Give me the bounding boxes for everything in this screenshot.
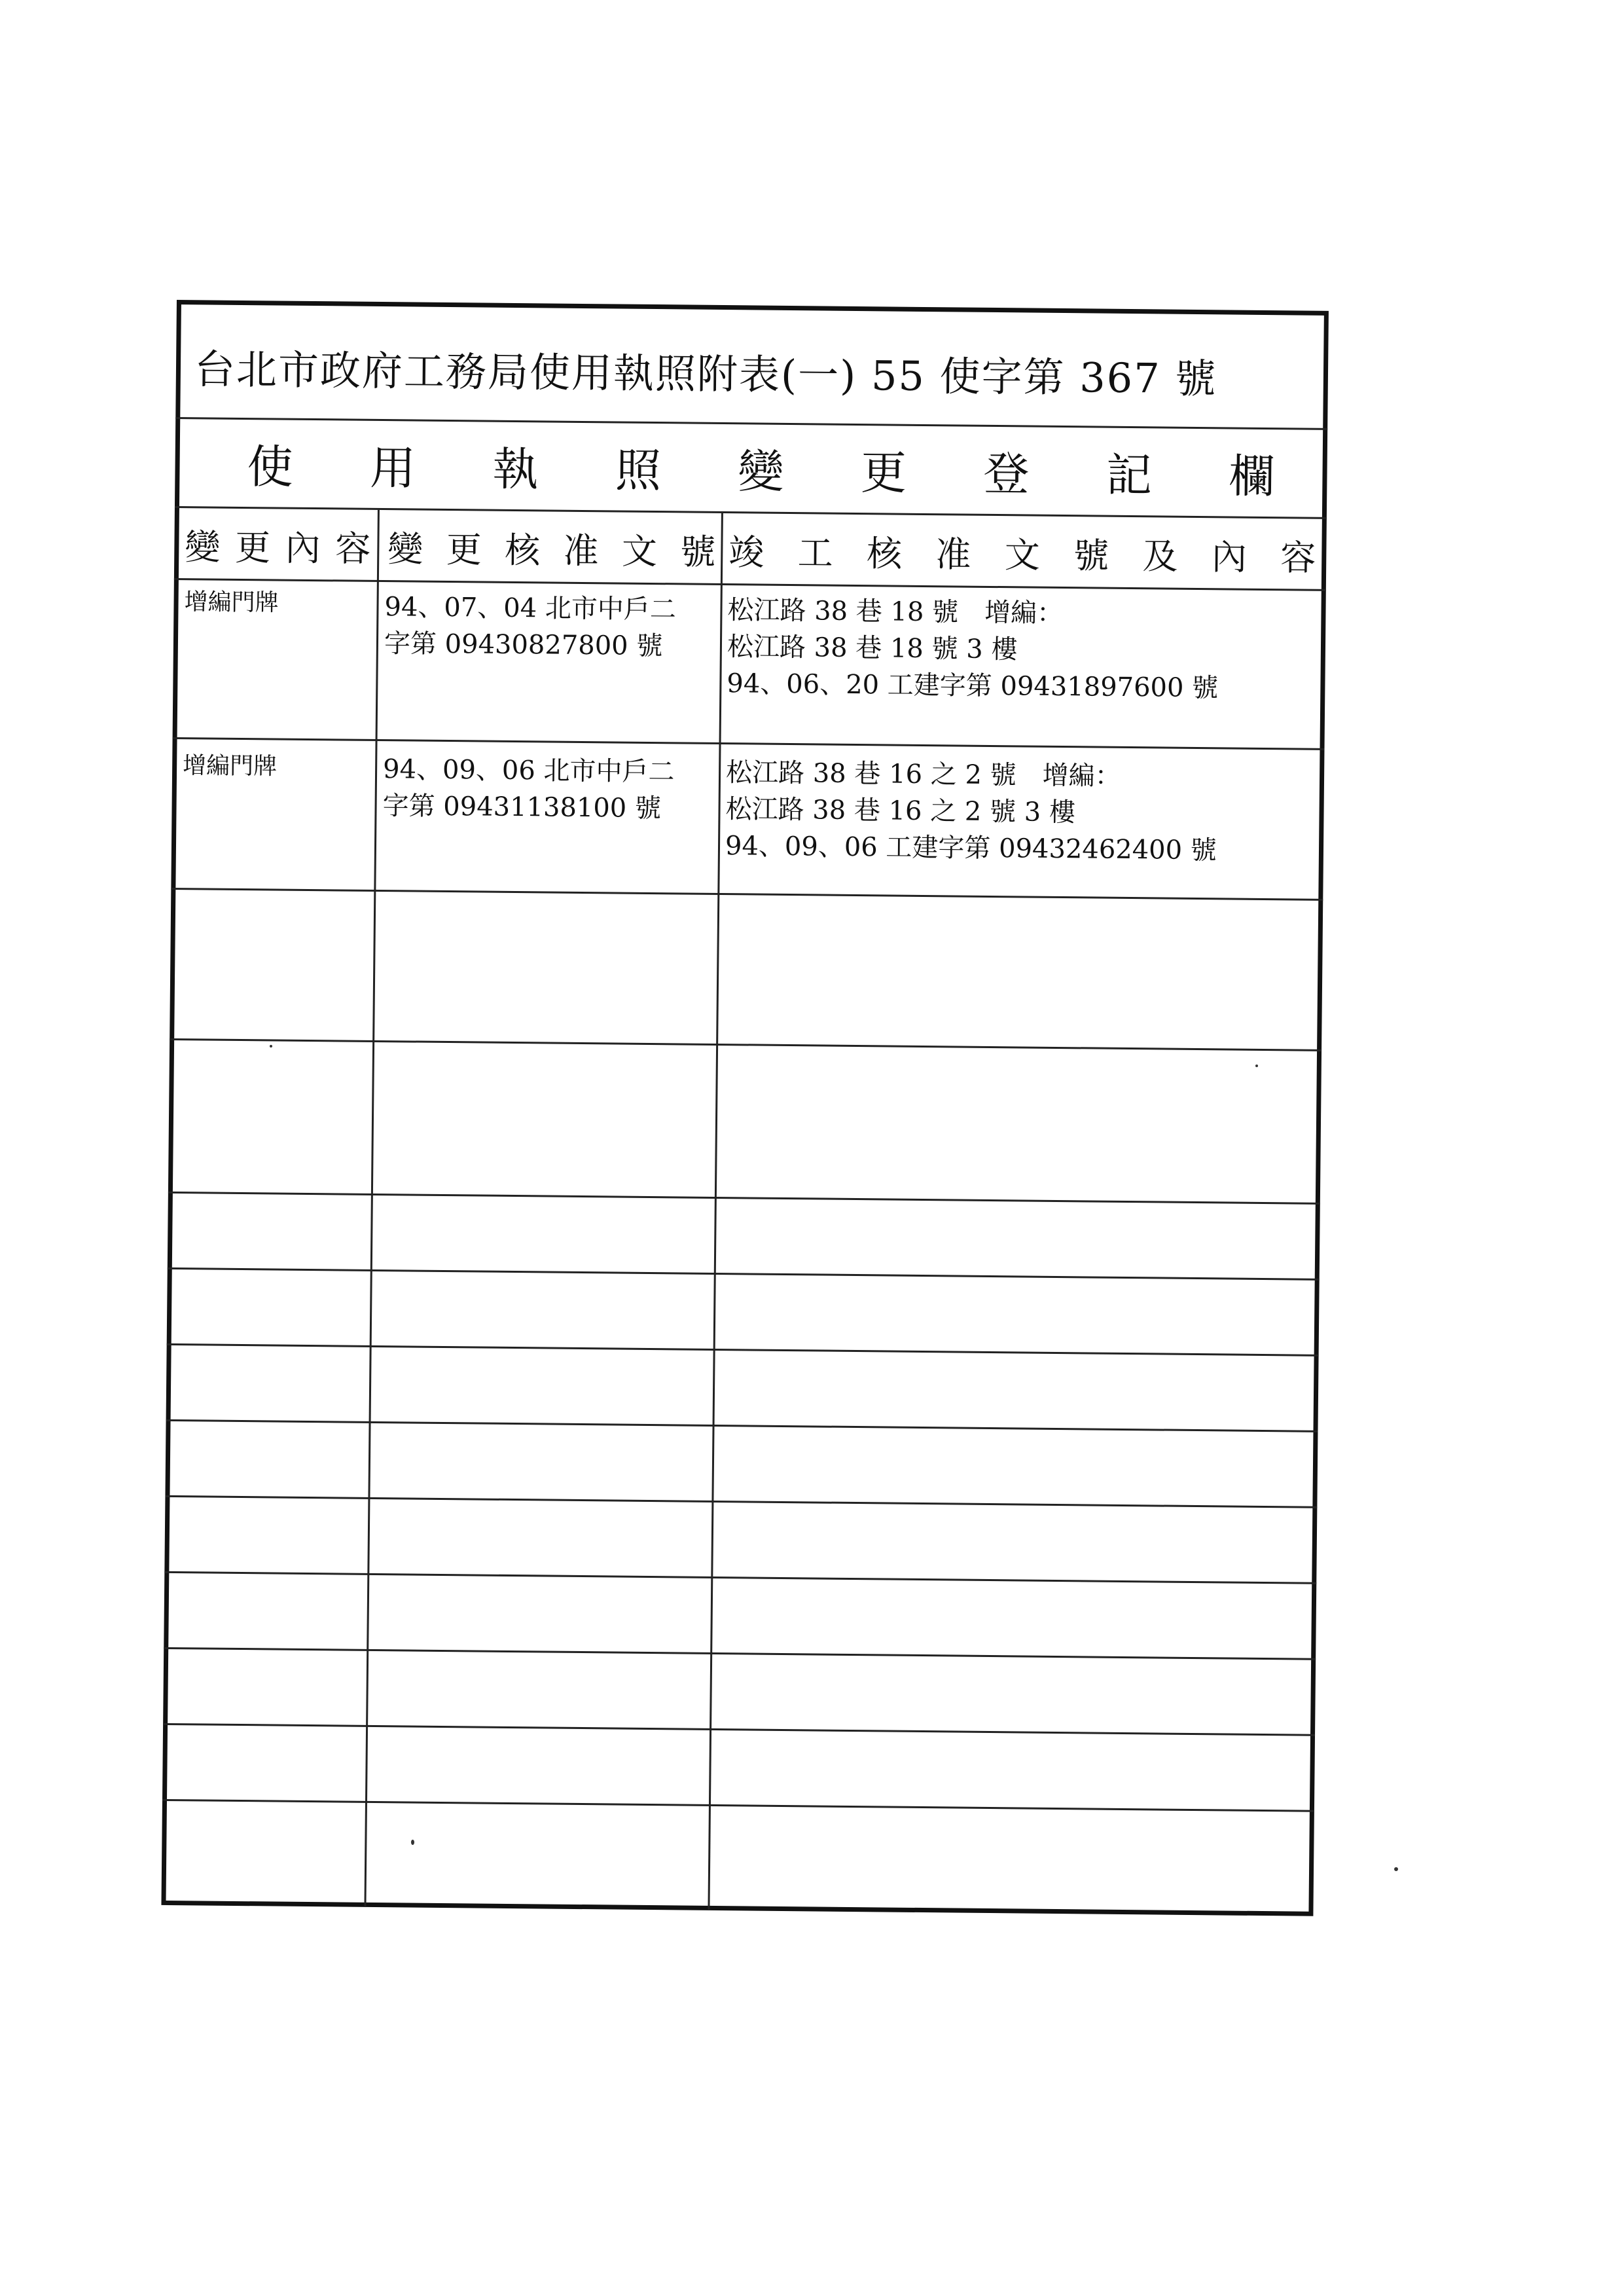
header-char: 容 bbox=[1280, 536, 1316, 579]
header-char: 號 bbox=[1073, 534, 1109, 577]
text-line: 松江路 38 巷 18 號 增編： bbox=[727, 595, 1064, 629]
header-char: 文 bbox=[1004, 534, 1041, 576]
text-line: 松江路 38 巷 16 之 2 號 增編： bbox=[725, 757, 1121, 792]
header-char: 內 bbox=[285, 527, 321, 569]
subtitle-char: 變 bbox=[738, 445, 784, 499]
header-char: 准 bbox=[935, 533, 971, 575]
column-header-completion bbox=[721, 513, 1327, 591]
scan-speck bbox=[411, 1840, 414, 1845]
header-char: 號 bbox=[679, 530, 716, 573]
entry-change-type: 增編門牌 bbox=[184, 589, 279, 617]
column-header-row bbox=[174, 508, 1327, 591]
text-line: 松江路 38 巷 18 號 3 樓 bbox=[727, 632, 1018, 665]
text-line: 94、09、06 工建字第 09432462400 號 bbox=[725, 831, 1217, 866]
subtitle-row bbox=[175, 419, 1327, 519]
header-char: 內 bbox=[1211, 536, 1248, 578]
header-char: 及 bbox=[1142, 535, 1178, 577]
entry-change-type: 增編門牌 bbox=[182, 752, 278, 780]
scan-speck bbox=[1394, 1867, 1398, 1871]
header-char: 工 bbox=[797, 532, 834, 574]
text-line: 松江路 38 巷 16 之 2 號 3 樓 bbox=[725, 794, 1076, 828]
header-char: 更 bbox=[446, 528, 482, 570]
header-char: 竣 bbox=[728, 531, 764, 574]
scan-speck bbox=[270, 1045, 272, 1048]
document-title: 台北市政府工務局使用執照附表(一) 55 使字第 367 號 bbox=[194, 345, 1217, 403]
subtitle-char: 用 bbox=[369, 441, 416, 496]
header-char: 變 bbox=[185, 526, 221, 568]
header-char: 核 bbox=[504, 529, 541, 571]
text-line: 字第 09431138100 號 bbox=[382, 791, 662, 824]
title-row bbox=[175, 300, 1329, 430]
column-header-approval bbox=[377, 510, 721, 585]
text-line: 94、07、04 北市中戶二 bbox=[384, 592, 677, 625]
header-char: 准 bbox=[563, 530, 599, 572]
column-header-change bbox=[174, 508, 378, 582]
subtitle-char: 記 bbox=[1106, 448, 1153, 503]
subtitle-char: 登 bbox=[983, 446, 1030, 501]
text-line: 字第 09430827800 號 bbox=[384, 629, 663, 662]
entry-completion-details bbox=[725, 754, 1217, 869]
entry-approval-number bbox=[384, 589, 676, 665]
scan-speck bbox=[1255, 1065, 1258, 1067]
subtitle-char: 更 bbox=[860, 446, 907, 500]
subtitle-char: 使 bbox=[247, 440, 293, 494]
text-line: 94、09、06 北市中戶二 bbox=[382, 754, 675, 788]
registration-form bbox=[161, 300, 1328, 1916]
header-char: 容 bbox=[335, 527, 371, 570]
entry-completion-details bbox=[727, 592, 1219, 706]
header-char: 核 bbox=[866, 532, 903, 575]
header-char: 變 bbox=[387, 528, 423, 570]
subtitle-char: 執 bbox=[492, 442, 539, 497]
entry-approval-number bbox=[382, 751, 674, 827]
header-char: 更 bbox=[234, 526, 271, 568]
subtitle-char: 欄 bbox=[1229, 449, 1275, 504]
subtitle-char: 照 bbox=[615, 443, 662, 498]
header-char: 文 bbox=[621, 530, 658, 572]
text-line: 94、06、20 工建字第 09431897600 號 bbox=[727, 668, 1219, 704]
